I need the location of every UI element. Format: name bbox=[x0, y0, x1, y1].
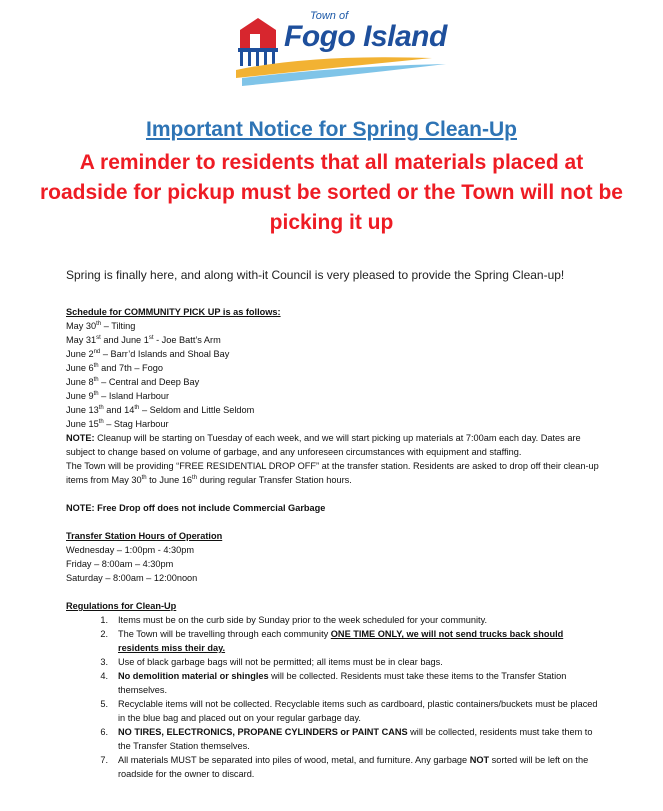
regulation-item: 6. NO TIRES, ELECTRONICS, PROPANE CYLINDERS or PAINT CANS will be collected, residents must take them to the Transfer Station themselves. bbox=[100, 727, 593, 751]
logo-town-text: Town of bbox=[310, 10, 349, 22]
hours-heading: Transfer Station Hours of Operation bbox=[66, 531, 223, 541]
regulation-item: 4. No demolition material or shingles will be collected. Residents must take these items to the Transfer Station themselves. bbox=[100, 671, 567, 695]
schedule-row: June 15th – Stag Harbour bbox=[66, 418, 169, 429]
note-cleanup: NOTE: Cleanup will be starting on Tuesday of each week, and we will start picking up materials at 7:00am each day. Dates are subject to change based on volume of garbage, and any unforeseen circumstances with equipment and staffing. bbox=[66, 433, 581, 457]
schedule-row: June 6th and 7th – Fogo bbox=[66, 362, 163, 373]
regulations-heading: Regulations for Clean-Up bbox=[66, 601, 177, 611]
hours-row: Saturday – 8:00am – 12:00noon bbox=[66, 573, 198, 583]
regulation-item: 7. All materials MUST be separated into piles of wood, metal, and furniture. Any garbage NOT sorted will be left on the roadside for the owner to discard. bbox=[100, 755, 589, 779]
reminder-heading: A reminder to residents that all materials placed at roadside for pickup must be sorted or the Town will not be picking it up bbox=[40, 151, 623, 234]
schedule-row: June 8th – Central and Deep Bay bbox=[66, 376, 200, 387]
schedule-list bbox=[66, 319, 606, 431]
regulation-item: 2. The Town will be travelling through each community ONE TIME ONLY, we will not send trucks back should residents miss their day. bbox=[100, 629, 564, 653]
logo-name-text: Fogo Island bbox=[284, 20, 447, 53]
intro-text: Spring is finally here, and along with-it Council is very pleased to provide the Spring Clean-up! bbox=[66, 268, 565, 282]
hours-row: Wednesday – 1:00pm - 4:30pm bbox=[66, 545, 195, 555]
regulation-item: 5. Recyclable items will not be collected. Recyclable items such as cardboard, plastic containers/buckets must be placed in the blue bag and placed out on your regular garbage day. bbox=[100, 699, 598, 723]
note-commercial: NOTE: Free Drop off does not include Commercial Garbage bbox=[66, 503, 326, 513]
regulations-list bbox=[66, 613, 606, 781]
schedule-row: May 30th – Tilting bbox=[66, 320, 136, 331]
regulation-item: 3. Use of black garbage bags will not be permitted; all items must be in clear bags. bbox=[100, 657, 443, 667]
schedule-row: May 31st and June 1st - Joe Batt’s Arm bbox=[66, 334, 221, 345]
hours-row: Friday – 8:00am – 4:30pm bbox=[66, 559, 174, 569]
page-title: Important Notice for Spring Clean-Up bbox=[145, 118, 517, 141]
dropoff-text: The Town will be providing “FREE RESIDENTIAL DROP OFF” at the transfer station. Residents are asked to drop off their clean-up items from May 30th to June 16th during regular Transfer Station hours. bbox=[66, 461, 599, 485]
town-logo bbox=[232, 8, 452, 88]
schedule-row: June 9th – Island Harbour bbox=[66, 390, 170, 401]
schedule-section bbox=[66, 305, 606, 781]
schedule-row: June 13th and 14th – Seldom and Little Seldom bbox=[66, 404, 255, 415]
schedule-row: June 2nd – Barr’d Islands and Shoal Bay bbox=[66, 348, 230, 359]
schedule-heading: Schedule for COMMUNITY PICK UP is as follows: bbox=[66, 307, 281, 317]
regulation-item: 1. Items must be on the curb side by Sunday prior to the week scheduled for your community. bbox=[100, 615, 488, 625]
